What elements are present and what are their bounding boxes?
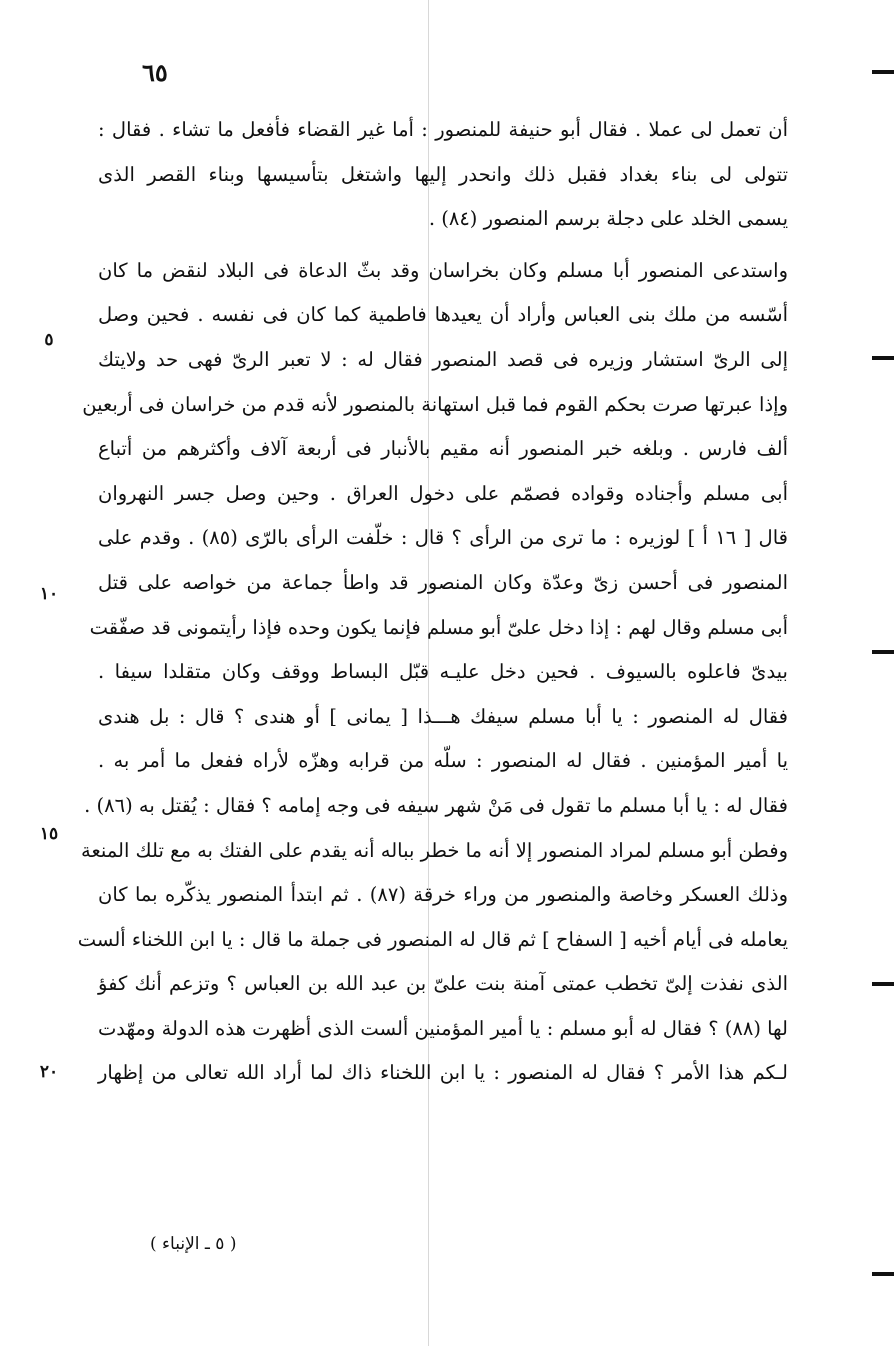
text-line-17: وفطن أبو مسلم لمراد المنصور إلا أنه ما خطر بباله أنه يقدم على الفتك به مع تلك المنعة — [80, 838, 788, 862]
edge-mark-5 — [872, 1272, 894, 1276]
line-number-10: ١٠ — [39, 584, 59, 604]
text-line-15: يا أمير المؤمنين . فقال له المنصور : سلّه من قرابه وهزّه لأراه ففعل ما أمر به . — [98, 749, 788, 773]
text-line-2: تتولى لى بناء بغداد فقبل ذلك وانحدر إليها واشتغل بتأسيسها وبناء القصر الذى — [98, 162, 788, 186]
text-line-1: أن تعمل لى عملا . فقال أبو حنيفة للمنصور : أما غير القضاء فأفعل ما تشاء . فقال : — [98, 118, 788, 141]
text-line-16: فقال له : يا أبا مسلم ما تقول فى مَنْ شهر سيفه فى وجه إمامه ؟ فقال : يُقتل به (٨٦) . — [84, 793, 788, 817]
edge-mark-1 — [872, 70, 894, 74]
text-line-8: ألف فارس . وبلغه خبر المنصور أنه مقيم بالأنبار فى أربعة آلاف وأكثرهم من أتباع — [98, 437, 788, 461]
text-line-6: إلى الرىّ استشار وزيره فى قصد المنصور فقال له : لا تعبر الرىّ فهى حد ولايتك — [98, 347, 788, 371]
line-number-15: ١٥ — [39, 824, 59, 844]
edge-mark-4 — [872, 982, 894, 986]
text-line-22: لـكم هذا الأمر ؟ فقال له المنصور : يا ابن اللخناء ذاك لما أراد الله تعالى من إظهار — [98, 1061, 788, 1085]
line-number-5: ٥ — [44, 330, 54, 350]
text-line-18: وذلك العسكر وخاصة والمنصور من وراء خرقة (٨٧) . ثم ابتدأ المنصور يذكّره بما كان — [98, 883, 788, 907]
text-line-11: المنصور فى أحسن زىّ وعدّة وكان المنصور قد واطأ جماعة من خواصه على قتل — [98, 570, 788, 594]
text-line-9: أبى مسلم وأجناده وقواده فصمّم على دخول العراق . وحين وصل جسر النهروان — [98, 481, 788, 505]
page-number: ٦٥ — [142, 58, 168, 87]
text-line-13: بيدىّ فاعلوه بالسيوف . فحين دخل عليـه قبّل البساط ووقف وكان متقلدا سيفا . — [98, 660, 788, 684]
line-number-20: ٢٠ — [39, 1062, 59, 1082]
text-line-19: يعامله فى أيام أخيه [ السفاح ] ثم قال له المنصور فى جملة ما قال : يا ابن اللخناء ألست — [77, 927, 788, 951]
text-line-14: فقال له المنصور : يا أبا مسلم سيفك هـــذا [ يمانى ] أو هندى ؟ قال : بل هندى — [98, 704, 788, 728]
text-line-21: لها (٨٨) ؟ فقال له أبو مسلم : يا أمير المؤمنين ألست الذى أظهرت هذه الدولة ومهّدت — [97, 1016, 788, 1040]
text-line-3: يسمى الخلد على دجلة برسم المنصور (٨٤) . — [428, 207, 788, 231]
text-line-7: وإذا عبرتها صرت بحكم القوم فما قبل استهانة بالمنصور لأنه قدم من خراسان فى أربعين — [82, 392, 788, 416]
edge-mark-3 — [872, 650, 894, 654]
text-line-12: أبى مسلم وقال لهم : إذا دخل علىّ أبو مسلم فإنما يكون وحده فإذا رأيتمونى قد صفّقت — [89, 615, 788, 639]
text-line-10: قال [ ١٦ أ ] لوزيره : ما ترى من الرأى ؟ قال : خلّفت الرأى بالرّى (٨٥) . وقدم على — [98, 526, 788, 550]
text-line-5: أسّسه من ملك بنى العباس وأراد أن يعيدها فاطمية كما كان فى نفسه . فحين وصل — [98, 303, 788, 327]
footer-signature: ( ٥ ـ الإنباء ) — [150, 1234, 237, 1254]
edge-mark-2 — [872, 356, 894, 360]
text-line-20: الذى نفذت إلىّ تخطب عمتى آمنة بنت علىّ بن عبد الله بن العباس ؟ وتزعم أنك كفؤ — [98, 972, 788, 996]
body-text — [77, 108, 788, 1096]
text-line-4: واستدعى المنصور أبا مسلم وكان بخراسان وقد بثّ الدعاة فى البلاد لنقض ما كان — [98, 258, 788, 282]
